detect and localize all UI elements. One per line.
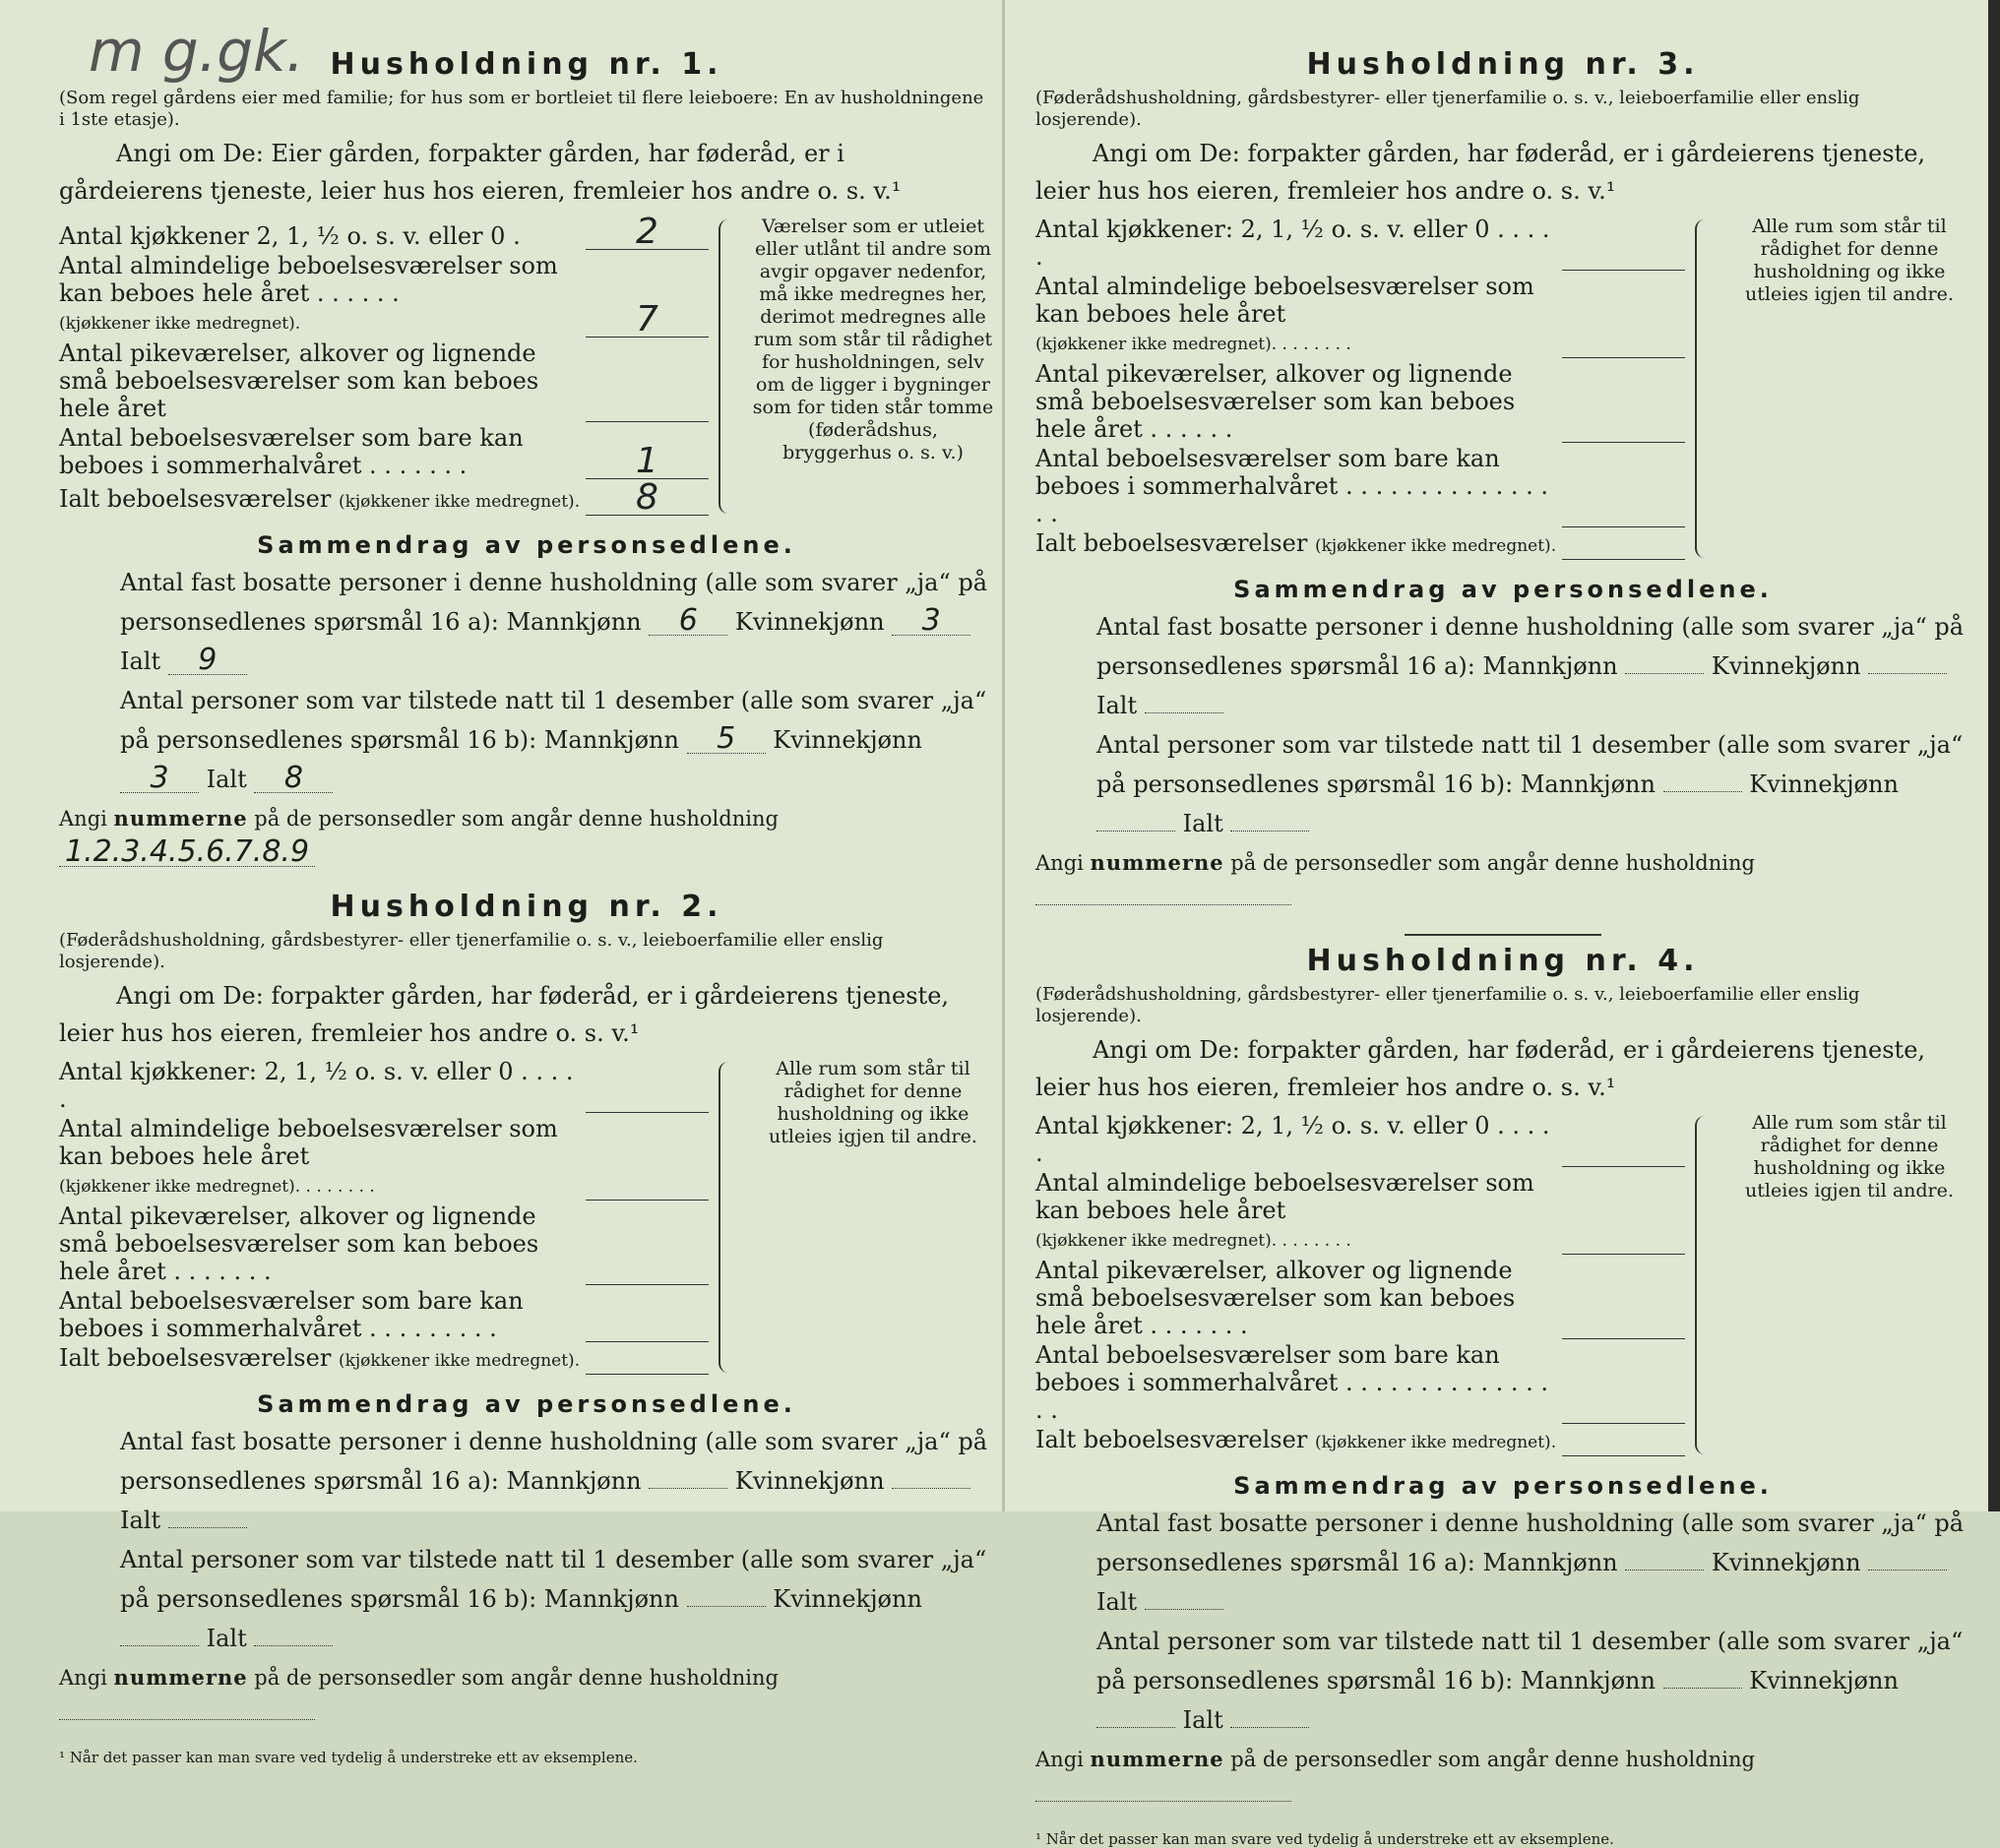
household-title: Husholdning nr. 1.	[330, 47, 723, 82]
resident-label: Antal fast bosatte personer i denne husholdning (alle som svarer „ja“ på personsedlenes spørsmål 16 a): Mannkjønn	[1096, 613, 1965, 680]
present-count-line	[1035, 1622, 1970, 1740]
total-rooms-note: (kjøkkener ikke medregnet).	[338, 492, 581, 512]
room-questions	[59, 1058, 994, 1377]
ordinary-rooms-label: Antal almindelige beboelsesværelser som kan beboes hele året	[59, 1115, 558, 1170]
summer-rooms-answer[interactable]	[1562, 497, 1685, 527]
slip-numbers-line	[1035, 845, 1970, 916]
slip-numbers-label-b: nummerne	[1090, 1747, 1224, 1771]
question-table	[1035, 1112, 1685, 1458]
resident-total[interactable]	[1145, 712, 1223, 713]
household	[1035, 47, 1970, 916]
household-title: Husholdning nr. 2.	[330, 890, 723, 924]
ordinary-rooms-note: (kjøkkener ikke medregnet). . . . . . . .	[59, 1177, 375, 1197]
present-male[interactable]	[1663, 791, 1742, 792]
left-page	[59, 39, 994, 1766]
maid-rooms-label: Antal pikeværelser, alkover og lignende små beboelsesværelser som kan beboes hele året . . . . . .	[1035, 360, 1516, 443]
ordinary-rooms-answer[interactable]	[1562, 1224, 1685, 1255]
kitchens-row	[59, 212, 709, 252]
resident-total-label: Ialt	[1096, 692, 1138, 719]
kitchens-answer[interactable]	[586, 1082, 709, 1113]
slip-numbers-label-c: på de personsedler som angår denne husholdning	[1230, 1748, 1755, 1771]
maid-rooms-answer[interactable]	[586, 392, 709, 422]
present-total-label: Ialt	[206, 766, 247, 793]
summer-rooms-answer[interactable]	[1562, 1393, 1685, 1424]
present-female-label: Kvinnekjønn	[773, 1585, 922, 1613]
summer-rooms-row	[59, 424, 709, 479]
kitchens-row	[1035, 216, 1685, 271]
maid-rooms-label: Antal pikeværelser, alkover og lignende små beboelsesværelser som kan beboes hele året	[59, 339, 539, 422]
resident-male[interactable]	[649, 1488, 727, 1489]
household-title: Husholdning nr. 3.	[1306, 47, 1700, 82]
side-note: Alle rum som står til rådighet for denne husholdning og ikke utleies igjen til andre.	[769, 1058, 977, 1147]
total-rooms-row	[1035, 1426, 1685, 1456]
tenure-question: Angi om De: forpakter gården, har føderåd, er i gårdeierens tjeneste, leier hus hos eieren, fremleier hos andre o. s. v.¹	[59, 982, 950, 1047]
household-note: (Føderådshusholdning, gårdsbestyrer- eller tjenerfamilie o. s. v., leieboerfamilie eller enslig losjerende).	[1035, 984, 1860, 1026]
present-count-line	[59, 681, 994, 799]
household	[59, 47, 994, 872]
slip-numbers-label-a: Angi	[59, 1666, 107, 1690]
ordinary-rooms-answer[interactable]	[586, 1170, 709, 1201]
present-total[interactable]	[254, 1645, 333, 1646]
question-table	[1035, 216, 1685, 562]
ordinary-rooms-answer[interactable]	[1562, 328, 1685, 358]
tenure-question: Angi om De: Eier gården, forpakter gården, har føderåd, er i gårdeierens tjeneste, leier hus hos eieren, fremleier hos andre o. s. v.¹	[59, 140, 902, 205]
slip-numbers-answer[interactable]	[1035, 904, 1291, 905]
slip-numbers-label-c: på de personsedler som angår denne husholdning	[254, 807, 779, 831]
ordinary-rooms-label: Antal almindelige beboelsesværelser som kan beboes hele året	[1035, 273, 1534, 328]
ordinary-rooms-row	[59, 252, 709, 338]
slip-numbers-line	[59, 801, 994, 872]
resident-female-label: Kvinnekjønn	[1711, 652, 1861, 680]
total-rooms-answer[interactable]	[1562, 529, 1685, 560]
slip-numbers-answer[interactable]	[59, 1719, 315, 1720]
total-rooms-answer[interactable]	[586, 1344, 709, 1375]
slip-numbers-label-c: på de personsedler som angår denne husholdning	[254, 1666, 779, 1690]
resident-total-label: Ialt	[120, 647, 161, 675]
present-total-label: Ialt	[1182, 1706, 1223, 1734]
resident-female-label: Kvinnekjønn	[1711, 1549, 1861, 1576]
resident-label: Antal fast bosatte personer i denne husholdning (alle som svarer „ja“ på personsedlenes spørsmål 16 a): Mannkjønn	[120, 1428, 988, 1495]
kitchens-answer[interactable]	[1562, 240, 1685, 271]
present-label: Antal personer som var tilstede natt til 1 desember (alle som svarer „ja“ på personsedlenes spørsmål 16 b): Mannkjønn	[1096, 731, 1964, 798]
total-rooms-label: Ialt beboelsesværelser	[1035, 1426, 1308, 1453]
household-title: Husholdning nr. 4.	[1306, 944, 1700, 978]
right-page	[1035, 39, 1970, 1848]
footnote: ¹ Når det passer kan man svare ved tydelig å understreke ett av eksemplene.	[59, 1749, 638, 1766]
maid-rooms-row	[1035, 360, 1685, 443]
present-total[interactable]	[1230, 831, 1309, 832]
present-female[interactable]: 3	[120, 765, 199, 793]
maid-rooms-answer[interactable]	[1562, 412, 1685, 443]
present-total-label: Ialt	[206, 1625, 247, 1652]
household	[59, 890, 994, 1731]
household-note: (Som regel gårdens eier med familie; for hus som er bortleiet til flere leieboere: En av husholdningene i 1ste etasje).	[59, 88, 984, 130]
resident-label: Antal fast bosatte personer i denne husholdning (alle som svarer „ja“ på personsedlenes spørsmål 16 a): Mannkjønn	[1096, 1509, 1965, 1576]
present-female[interactable]	[1096, 1727, 1175, 1728]
handwritten-annotation: m g.gk.	[89, 18, 305, 85]
resident-total[interactable]	[1145, 1609, 1223, 1610]
slip-numbers-label-b: nummerne	[113, 806, 248, 831]
summer-rooms-answer[interactable]	[586, 1312, 709, 1342]
present-count-line	[59, 1540, 994, 1658]
summer-rooms-row	[1035, 445, 1685, 527]
slip-numbers-label-a: Angi	[1035, 851, 1084, 875]
kitchens-row	[1035, 1112, 1685, 1167]
present-female[interactable]	[120, 1645, 199, 1646]
resident-total-label: Ialt	[1096, 1588, 1138, 1616]
question-table	[59, 1058, 709, 1377]
household-note: (Føderådshusholdning, gårdsbestyrer- eller tjenerfamilie o. s. v., leieboerfamilie eller enslig losjerende).	[1035, 88, 1860, 130]
resident-count-line	[1035, 607, 1970, 725]
resident-total[interactable]	[168, 1527, 247, 1528]
maid-rooms-answer[interactable]	[586, 1255, 709, 1285]
maid-rooms-row	[1035, 1257, 1685, 1339]
resident-count-line	[1035, 1504, 1970, 1622]
ordinary-rooms-label: Antal almindelige beboelsesværelser som kan beboes hele året . . . . . .	[59, 252, 558, 307]
summer-rooms-label: Antal beboelsesværelser som bare kan beboes i sommerhalvåret . . . . . . . . .	[59, 1287, 524, 1342]
kitchens-label: Antal kjøkkener: 2, 1, ½ o. s. v. eller 0 . . . . .	[59, 1058, 574, 1113]
total-rooms-row	[59, 477, 709, 518]
total-rooms-label: Ialt beboelsesværelser	[59, 485, 332, 513]
room-questions	[1035, 216, 1970, 562]
maid-rooms-row	[59, 1202, 709, 1285]
resident-count-line	[59, 1422, 994, 1540]
summary-title: Sammendrag av personsedlene.	[1233, 1472, 1773, 1500]
total-rooms-label: Ialt beboelsesværelser	[59, 1344, 332, 1372]
present-count-line	[1035, 725, 1970, 843]
resident-female-label: Kvinnekjønn	[734, 608, 885, 636]
ordinary-rooms-note: (kjøkkener ikke medregnet).	[59, 314, 301, 334]
present-male[interactable]: 5	[687, 725, 766, 754]
ordinary-rooms-answer[interactable]: 7	[586, 303, 709, 338]
total-rooms-answer[interactable]	[1562, 1426, 1685, 1456]
resident-female-label: Kvinnekjønn	[734, 1467, 885, 1495]
resident-female[interactable]	[1868, 673, 1947, 674]
summer-rooms-answer[interactable]: 1	[586, 445, 709, 479]
scan-edge	[1988, 0, 2000, 1511]
ordinary-rooms-row	[1035, 1169, 1685, 1255]
total-rooms-note: (kjøkkener ikke medregnet).	[1314, 536, 1557, 556]
summer-rooms-label: Antal beboelsesværelser som bare kan beboes i sommerhalvåret . . . . . . . . . . . . . . . .	[1035, 445, 1549, 527]
separator-rule	[1405, 934, 1601, 936]
maid-rooms-label: Antal pikeværelser, alkover og lignende små beboelsesværelser som kan beboes hele året . . . . . . .	[1035, 1257, 1516, 1339]
ordinary-rooms-note: (kjøkkener ikke medregnet). . . . . . . .	[1035, 335, 1351, 354]
slip-numbers-answer[interactable]	[1035, 1801, 1291, 1802]
maid-rooms-label: Antal pikeværelser, alkover og lignende små beboelsesværelser som kan beboes hele året . . . . . . .	[59, 1202, 539, 1285]
present-male[interactable]	[1663, 1688, 1742, 1689]
kitchens-label: Antal kjøkkener: 2, 1, ½ o. s. v. eller 0 . . . . .	[1035, 216, 1550, 271]
present-female[interactable]	[1096, 831, 1175, 832]
present-total[interactable]	[1230, 1727, 1309, 1728]
slip-numbers-label-b: nummerne	[113, 1665, 248, 1690]
kitchens-answer[interactable]	[1562, 1137, 1685, 1167]
resident-total-label: Ialt	[120, 1507, 161, 1534]
resident-total[interactable]: 9	[168, 647, 247, 675]
maid-rooms-row	[59, 339, 709, 422]
present-female-label: Kvinnekjønn	[1749, 770, 1899, 798]
brace	[1695, 1116, 1719, 1454]
ordinary-rooms-row	[1035, 273, 1685, 358]
maid-rooms-answer[interactable]	[1562, 1309, 1685, 1339]
summary-title: Sammendrag av personsedlene.	[257, 531, 796, 559]
slip-numbers-line	[59, 1660, 994, 1731]
household-note: (Føderådshusholdning, gårdsbestyrer- eller tjenerfamilie o. s. v., leieboerfamilie eller enslig losjerende).	[59, 930, 884, 972]
slip-numbers-label-a: Angi	[1035, 1748, 1084, 1771]
resident-female[interactable]	[892, 1488, 970, 1489]
resident-female[interactable]: 3	[892, 607, 970, 636]
kitchens-row	[59, 1058, 709, 1113]
present-label: Antal personer som var tilstede natt til 1 desember (alle som svarer „ja“ på personsedlenes spørsmål 16 b): Mannkjønn	[120, 1546, 987, 1613]
resident-male[interactable]: 6	[649, 607, 727, 636]
present-label: Antal personer som var tilstede natt til 1 desember (alle som svarer „ja“ på personsedlenes spørsmål 16 b): Mannkjønn	[1096, 1628, 1964, 1694]
brace	[1695, 219, 1719, 558]
summary-title: Sammendrag av personsedlene.	[1233, 576, 1773, 603]
summer-rooms-row	[1035, 1341, 1685, 1424]
kitchens-label: Antal kjøkkener: 2, 1, ½ o. s. v. eller 0 . . . . .	[1035, 1112, 1550, 1167]
kitchens-label: Antal kjøkkener 2, 1, ½ o. s. v. eller 0 .	[59, 222, 521, 250]
resident-male[interactable]	[1625, 673, 1704, 674]
side-note: Værelser som er utleiet eller utlånt til andre som avgir opgaver nedenfor, må ikke medregnes her, derimot medregnes alle rum som står til rådighet for husholdningen, selv om de ligger i bygninger som for tiden står tomme (føderådshus, bryggerhus o. s. v.)	[752, 216, 994, 463]
summary-title: Sammendrag av personsedlene.	[257, 1390, 796, 1418]
brace	[719, 219, 742, 514]
side-note: Alle rum som står til rådighet for denne husholdning og ikke utleies igjen til andre.	[1745, 1112, 1954, 1201]
room-questions	[1035, 1112, 1970, 1458]
slip-numbers-label-b: nummerne	[1090, 850, 1224, 875]
slip-numbers-label-a: Angi	[59, 807, 107, 831]
present-male[interactable]	[687, 1606, 766, 1607]
summer-rooms-label: Antal beboelsesværelser som bare kan beboes i sommerhalvåret . . . . . . . . . . . . . . . .	[1035, 1341, 1549, 1424]
kitchens-answer[interactable]: 2	[586, 216, 709, 250]
household	[1035, 944, 1970, 1813]
tenure-question: Angi om De: forpakter gården, har føderåd, er i gårdeierens tjeneste, leier hus hos eieren, fremleier hos andre o. s. v.¹	[1035, 1036, 1926, 1101]
total-rooms-row	[1035, 529, 1685, 560]
resident-label: Antal fast bosatte personer i denne husholdning (alle som svarer „ja“ på personsedlenes spørsmål 16 a): Mannkjønn	[120, 569, 988, 636]
total-rooms-row	[59, 1344, 709, 1375]
slip-numbers-line	[1035, 1742, 1970, 1813]
footnote: ¹ Når det passer kan man svare ved tydelig å understreke ett av eksemplene.	[1035, 1830, 1614, 1848]
page-fold	[1002, 0, 1005, 1511]
ordinary-rooms-label: Antal almindelige beboelsesværelser som kan beboes hele året	[1035, 1169, 1534, 1224]
ordinary-rooms-note: (kjøkkener ikke medregnet). . . . . . . .	[1035, 1231, 1351, 1251]
resident-female[interactable]	[1868, 1570, 1947, 1571]
present-total[interactable]: 8	[254, 765, 333, 793]
ordinary-rooms-row	[59, 1115, 709, 1201]
present-female-label: Kvinnekjønn	[773, 726, 922, 754]
slip-numbers-answer[interactable]: 1.2.3.4.5.6.7.8.9	[59, 838, 315, 867]
total-rooms-note: (kjøkkener ikke medregnet).	[338, 1351, 581, 1371]
question-table	[59, 212, 709, 518]
present-female-label: Kvinnekjønn	[1749, 1667, 1899, 1694]
present-total-label: Ialt	[1182, 810, 1223, 837]
slip-numbers-label-c: på de personsedler som angår denne husholdning	[1230, 851, 1755, 875]
present-label: Antal personer som var tilstede natt til 1 desember (alle som svarer „ja“ på personsedlenes spørsmål 16 b): Mannkjønn	[120, 687, 987, 754]
brace	[719, 1062, 742, 1373]
tenure-question: Angi om De: forpakter gården, har føderåd, er i gårdeierens tjeneste, leier hus hos eieren, fremleier hos andre o. s. v.¹	[1035, 140, 1926, 205]
summer-rooms-row	[59, 1287, 709, 1342]
total-rooms-answer[interactable]: 8	[586, 481, 709, 516]
resident-male[interactable]	[1625, 1570, 1704, 1571]
resident-count-line	[59, 563, 994, 681]
room-questions	[59, 212, 994, 518]
total-rooms-note: (kjøkkener ikke medregnet).	[1314, 1433, 1557, 1452]
total-rooms-label: Ialt beboelsesværelser	[1035, 529, 1308, 557]
summer-rooms-label: Antal beboelsesværelser som bare kan beboes i sommerhalvåret . . . . . . .	[59, 424, 524, 479]
side-note: Alle rum som står til rådighet for denne husholdning og ikke utleies igjen til andre.	[1745, 216, 1954, 305]
